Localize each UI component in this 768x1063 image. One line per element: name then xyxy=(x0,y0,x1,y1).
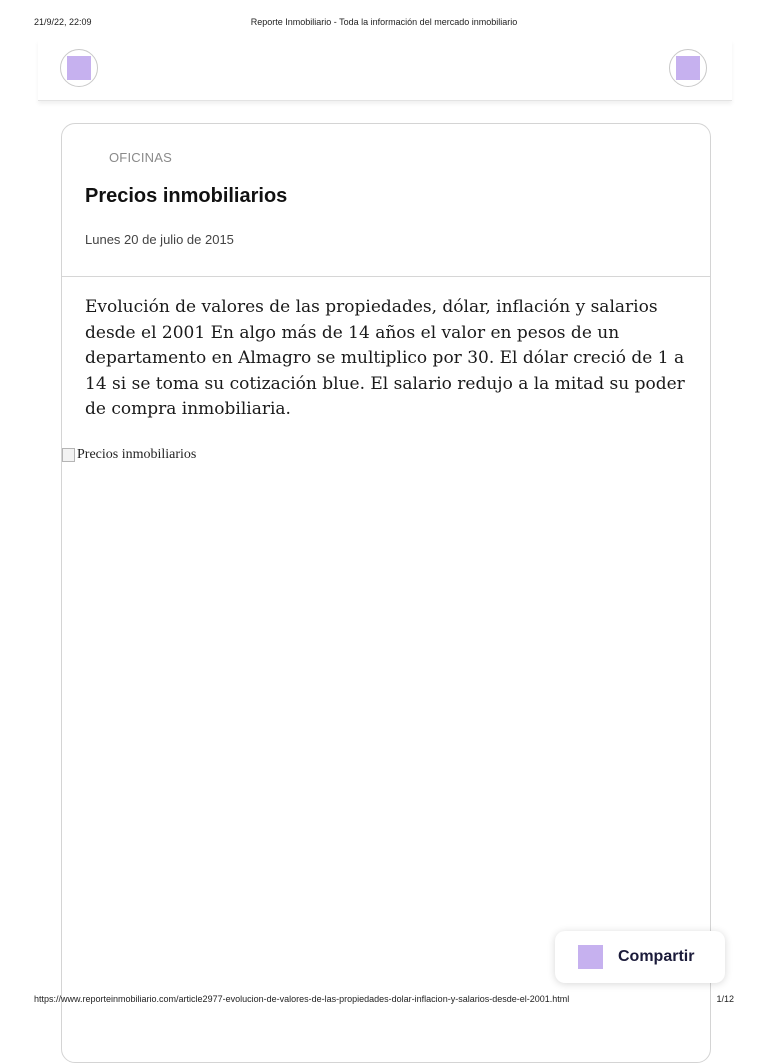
article-date: Lunes 20 de julio de 2015 xyxy=(85,232,234,247)
print-timestamp: 21/9/22, 22:09 xyxy=(34,17,92,27)
broken-image-icon xyxy=(62,448,75,462)
header-right-button[interactable] xyxy=(669,49,707,87)
print-url: https://www.reporteinmobiliario.com/article2977-evolucion-de-valores-de-las-propiedades-dolar-inflacion-y-salarios-desde-el-2001.html xyxy=(34,994,570,1004)
article-header xyxy=(62,124,710,277)
article-lede: Evolución de valores de las propiedades, dólar, inflación y salarios desde el 2001 En algo más de 14 años el valor en pesos de un departamento en Almagro se multiplico por 30. El dólar creció de 1 a 14 si se toma su cotización blue. El salario redujo a la mitad su poder de compra inmobiliaria. xyxy=(85,297,685,419)
print-header xyxy=(0,17,768,31)
print-document-title: Reporte Inmobiliario - Toda la información del mercado inmobiliario xyxy=(250,17,518,27)
print-footer xyxy=(0,994,768,1008)
article-image xyxy=(62,447,196,463)
article-category[interactable]: OFICINAS xyxy=(109,150,172,165)
site-header xyxy=(38,40,732,101)
share-button-label: Compartir xyxy=(618,948,695,965)
share-icon xyxy=(578,945,603,969)
share-button[interactable] xyxy=(555,931,725,983)
placeholder-square-icon xyxy=(67,56,91,80)
placeholder-square-icon xyxy=(676,56,700,80)
article-card xyxy=(61,123,711,1063)
article-image-alt-text: Precios inmobiliarios xyxy=(77,447,197,462)
print-page-number: 1/12 xyxy=(716,994,734,1004)
article-title: Precios inmobiliarios xyxy=(85,185,288,207)
header-left-button[interactable] xyxy=(60,49,98,87)
